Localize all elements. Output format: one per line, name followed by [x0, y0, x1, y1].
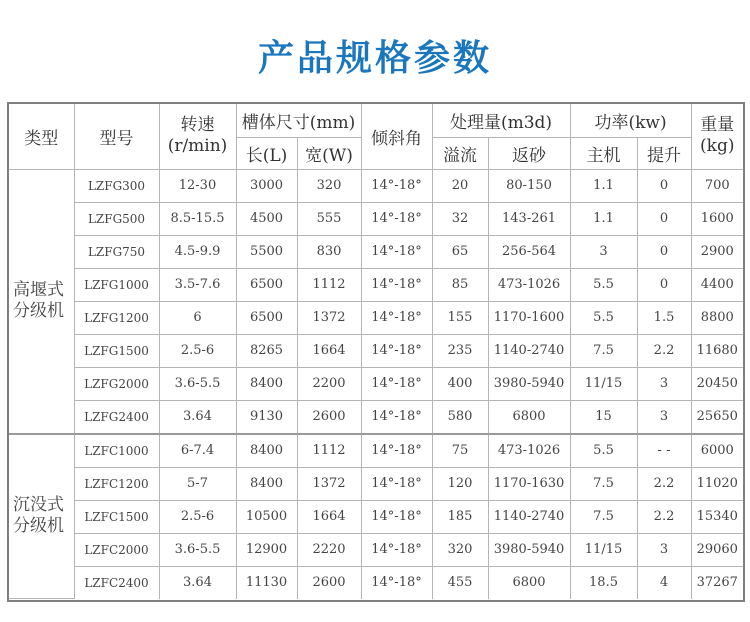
cell-return-sand: 3980-5940 [488, 533, 570, 566]
cell-speed: 4.5-9.9 [159, 235, 236, 268]
cell-length: 12900 [236, 533, 297, 566]
table-row [9, 334, 743, 367]
category-label-line: 沉没式 [13, 495, 64, 516]
cell-width: 555 [297, 202, 361, 235]
cell-width: 1372 [297, 301, 361, 334]
cell-overflow: 65 [432, 235, 488, 268]
cell-overflow: 185 [432, 500, 488, 533]
cell-overflow: 580 [432, 400, 488, 434]
cell-overflow: 20 [432, 169, 488, 202]
cell-lift-power: - - [637, 434, 691, 468]
cell-width: 2600 [297, 400, 361, 434]
cell-angle: 14°-18° [361, 367, 432, 400]
cell-width: 830 [297, 235, 361, 268]
cell-length: 3000 [236, 169, 297, 202]
cell-weight: 37267 [691, 566, 743, 599]
cell-model: LZFG500 [74, 202, 159, 235]
header-type: 类型 [9, 104, 74, 169]
cell-overflow: 75 [432, 434, 488, 468]
cell-return-sand: 143-261 [488, 202, 570, 235]
cell-length: 6500 [236, 268, 297, 301]
cell-main-power: 7.5 [570, 500, 637, 533]
cell-lift-power: 3 [637, 533, 691, 566]
spec-table-body [9, 169, 743, 599]
cell-angle: 14°-18° [361, 500, 432, 533]
cell-main-power: 11/15 [570, 533, 637, 566]
cell-angle: 14°-18° [361, 467, 432, 500]
cell-return-sand: 1170-1600 [488, 301, 570, 334]
cell-length: 11130 [236, 566, 297, 599]
page-title: 产品规格参数 [257, 38, 492, 79]
category-label-line: 分级机 [13, 301, 64, 321]
cell-main-power: 5.5 [570, 268, 637, 301]
cell-lift-power: 2.2 [637, 467, 691, 500]
cell-width: 1372 [297, 467, 361, 500]
cell-lift-power: 2.2 [637, 334, 691, 367]
cell-width: 1112 [297, 268, 361, 301]
cell-angle: 14°-18° [361, 268, 432, 301]
cell-lift-power: 2.2 [637, 500, 691, 533]
cell-overflow: 85 [432, 268, 488, 301]
cell-main-power: 18.5 [570, 566, 637, 599]
cell-weight: 700 [691, 169, 743, 202]
table-row [9, 235, 743, 268]
cell-main-power: 7.5 [570, 467, 637, 500]
category-label-line: 高堰式 [13, 280, 64, 300]
cell-return-sand: 1170-1630 [488, 467, 570, 500]
header-power: 功率(kw) [570, 104, 691, 137]
cell-return-sand: 80-150 [488, 169, 570, 202]
cell-speed: 12-30 [159, 169, 236, 202]
cell-lift-power: 4 [637, 566, 691, 599]
cell-main-power: 1.1 [570, 169, 637, 202]
cell-model: LZFG2000 [74, 367, 159, 400]
cell-return-sand: 3980-5940 [488, 367, 570, 400]
cell-model: LZFG1000 [74, 268, 159, 301]
cell-model: LZFG750 [74, 235, 159, 268]
cell-weight: 1600 [691, 202, 743, 235]
cell-angle: 14°-18° [361, 202, 432, 235]
header-speed [159, 104, 236, 169]
cell-lift-power: 0 [637, 268, 691, 301]
cell-width: 320 [297, 169, 361, 202]
cell-return-sand: 473-1026 [488, 434, 570, 468]
cell-width: 2220 [297, 533, 361, 566]
header-main-motor: 主机 [570, 137, 637, 169]
cell-lift-power: 0 [637, 169, 691, 202]
table-row [9, 566, 743, 599]
table-row [9, 533, 743, 566]
header-weight-label: 重量 [700, 115, 735, 136]
cell-length: 10500 [236, 500, 297, 533]
cell-model: LZFG300 [74, 169, 159, 202]
cell-lift-power: 3 [637, 400, 691, 434]
table-row [9, 202, 743, 235]
cell-model: LZFC1200 [74, 467, 159, 500]
cell-length: 9130 [236, 400, 297, 434]
cell-angle: 14°-18° [361, 334, 432, 367]
cell-model: LZFC2000 [74, 533, 159, 566]
cell-length: 8400 [236, 367, 297, 400]
cell-speed: 2.5-6 [159, 334, 236, 367]
cell-return-sand: 473-1026 [488, 268, 570, 301]
header-model: 型号 [74, 104, 159, 169]
cell-length: 8400 [236, 467, 297, 500]
cell-lift-power: 0 [637, 235, 691, 268]
cell-overflow: 400 [432, 367, 488, 400]
category-label-line: 分级机 [13, 516, 64, 537]
cell-speed: 3.6-5.5 [159, 533, 236, 566]
cell-length: 4500 [236, 202, 297, 235]
cell-model: LZFG1200 [74, 301, 159, 334]
cell-model: LZFG2400 [74, 400, 159, 434]
cell-speed: 8.5-15.5 [159, 202, 236, 235]
cell-model: LZFC2400 [74, 566, 159, 599]
cell-overflow: 120 [432, 467, 488, 500]
cell-return-sand: 6800 [488, 400, 570, 434]
cell-overflow: 320 [432, 533, 488, 566]
cell-width: 1112 [297, 434, 361, 468]
cell-weight: 20450 [691, 367, 743, 400]
table-row [9, 367, 743, 400]
table-row [9, 500, 743, 533]
cell-lift-power: 0 [637, 202, 691, 235]
header-length: 长(L) [236, 137, 297, 169]
table-row [9, 434, 743, 468]
cell-return-sand: 1140-2740 [488, 500, 570, 533]
cell-weight: 25650 [691, 400, 743, 434]
cell-length: 8400 [236, 434, 297, 468]
table-row [9, 169, 743, 202]
cell-return-sand: 6800 [488, 566, 570, 599]
cell-length: 6500 [236, 301, 297, 334]
cell-width: 2600 [297, 566, 361, 599]
cell-main-power: 15 [570, 400, 637, 434]
cell-weight: 4400 [691, 268, 743, 301]
cell-angle: 14°-18° [361, 566, 432, 599]
cell-angle: 14°-18° [361, 301, 432, 334]
header-tank-size: 槽体尺寸(mm) [236, 104, 361, 137]
cell-weight: 8800 [691, 301, 743, 334]
cell-lift-power: 3 [637, 367, 691, 400]
spec-table-frame [7, 102, 745, 602]
cell-weight: 2900 [691, 235, 743, 268]
header-capacity: 处理量(m3d) [432, 104, 570, 137]
cell-weight: 11020 [691, 467, 743, 500]
cell-speed: 2.5-6 [159, 500, 236, 533]
cell-overflow: 455 [432, 566, 488, 599]
header-weight [691, 104, 743, 169]
cell-return-sand: 256-564 [488, 235, 570, 268]
table-row [9, 268, 743, 301]
cell-length: 8265 [236, 334, 297, 367]
cell-overflow: 235 [432, 334, 488, 367]
cell-weight: 15340 [691, 500, 743, 533]
cell-model: LZFG1500 [74, 334, 159, 367]
table-row [9, 400, 743, 434]
cell-length: 5500 [236, 235, 297, 268]
cell-weight: 29060 [691, 533, 743, 566]
cell-speed: 3.64 [159, 400, 236, 434]
cell-angle: 14°-18° [361, 434, 432, 468]
header-overflow: 溢流 [432, 137, 488, 169]
cell-speed: 6-7.4 [159, 434, 236, 468]
cell-overflow: 155 [432, 301, 488, 334]
cell-width: 2200 [297, 367, 361, 400]
header-return-sand: 返砂 [488, 137, 570, 169]
cell-width: 1664 [297, 500, 361, 533]
cell-main-power: 3 [570, 235, 637, 268]
table-row [9, 467, 743, 500]
spec-table [9, 104, 743, 599]
cell-model: LZFC1500 [74, 500, 159, 533]
cell-weight: 6000 [691, 434, 743, 468]
header-lift-motor: 提升 [637, 137, 691, 169]
cell-angle: 14°-18° [361, 533, 432, 566]
cell-speed: 3.5-7.6 [159, 268, 236, 301]
cell-speed: 3.6-5.5 [159, 367, 236, 400]
cell-model: LZFC1000 [74, 434, 159, 468]
cell-angle: 14°-18° [361, 169, 432, 202]
cell-weight: 11680 [691, 334, 743, 367]
cell-angle: 14°-18° [361, 235, 432, 268]
cell-return-sand: 1140-2740 [488, 334, 570, 367]
cell-main-power: 7.5 [570, 334, 637, 367]
cell-overflow: 32 [432, 202, 488, 235]
header-width: 宽(W) [297, 137, 361, 169]
cell-lift-power: 1.5 [637, 301, 691, 334]
cell-speed: 3.64 [159, 566, 236, 599]
header-weight-unit: (kg) [700, 136, 735, 157]
cell-width: 1664 [297, 334, 361, 367]
cell-main-power: 11/15 [570, 367, 637, 400]
cell-speed: 5-7 [159, 467, 236, 500]
cell-main-power: 5.5 [570, 301, 637, 334]
header-speed-label: 转速 [180, 115, 215, 136]
header-speed-unit: (r/min) [167, 136, 228, 157]
category-label [9, 169, 74, 434]
cell-speed: 6 [159, 301, 236, 334]
header-angle: 倾斜角 [361, 104, 432, 169]
table-row [9, 301, 743, 334]
cell-main-power: 1.1 [570, 202, 637, 235]
category-label [9, 434, 74, 599]
cell-angle: 14°-18° [361, 400, 432, 434]
cell-main-power: 5.5 [570, 434, 637, 468]
